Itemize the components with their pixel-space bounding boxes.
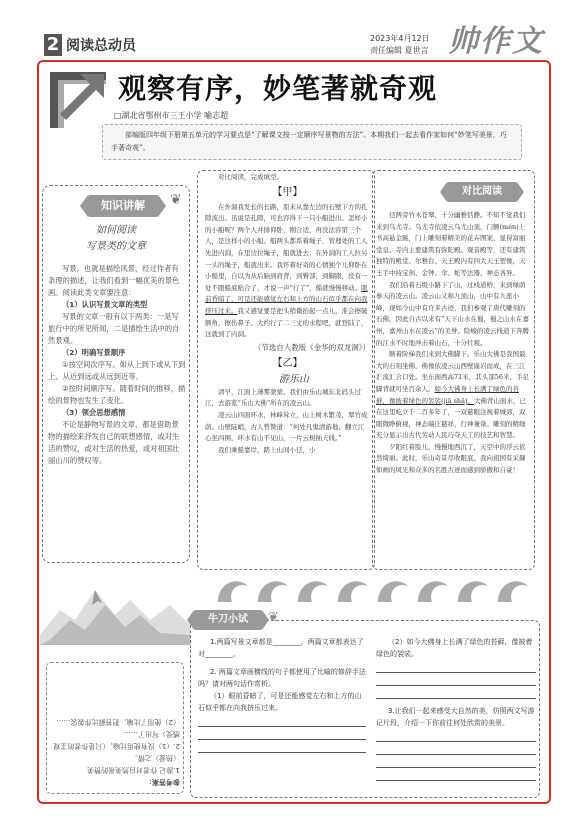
knowledge-paragraph: 写景，也就是描绘风景，经过作者有条理的描述，让我们看到一幅优美的景色画。阅读此类文章要注意： xyxy=(48,264,180,297)
knowledge-text xyxy=(48,263,186,467)
compare-paragraph xyxy=(376,349,530,442)
knowledge-heading-line1: 如何阅读 xyxy=(96,225,136,236)
practice-questions-right xyxy=(376,636,536,782)
question-2a: （1）眼前昏暗了，可是还能感觉左右和上方的山石似乎都在向我挤压过来。 xyxy=(198,692,362,712)
section-title: 阅读总动员 xyxy=(66,38,136,54)
editor-credit: 责任编辑 夏世言 xyxy=(370,46,429,55)
answer-line[interactable] xyxy=(376,661,536,673)
compare-text-span: 顺着阶梯我们来到大佛脚下。乐山大佛是我国最大的石刻坐佛，佛像依凌云山西壁崖岩而成，在三江汇流汇合口处。坐东面西高71米，其头部56米，手足脚背就可坐百余人。 xyxy=(376,350,530,393)
compare-paragraph: 夕阳红着脸儿，慢慢地西沉了，天空中的浮云依然绮丽。此时，乐山奇景尽收眼底。我向祖国有采撷如画的风光和众多的名胜古迹而感到骄傲和自豪！ xyxy=(376,442,526,475)
knowledge-paragraph: ①按空间次序写。如从上到下或从下到上、从近到远或从远到近等。 xyxy=(48,360,186,381)
answer-line[interactable] xyxy=(198,715,366,727)
answer-line[interactable] xyxy=(198,728,366,740)
article-title: 观察有序，妙笔著就奇观 xyxy=(118,72,438,105)
knowledge-subheading: （1）认识写景文章的类型 xyxy=(62,300,148,309)
knowledge-paragraph: ②按时间顺序写。随着时间的推移，描绘的景物也发生了变化。 xyxy=(48,384,186,405)
answer-line-text: （2）使用了比喻，把苔藓比作袈裟…… xyxy=(56,718,180,726)
compare-underlined-sentence: 如今大佛身上长满了绿色的苔藓，像披着绿色的袈裟(jiā shā)。 xyxy=(376,384,519,405)
practice-tag: 牛刀小试 xyxy=(194,610,262,630)
knowledge-subheading: （3）领会思想感情 xyxy=(62,408,126,417)
answer-line-text: 1.游记 作者对自然美景的赞美 xyxy=(87,766,180,774)
article-intro: 部编版四年级下册第五单元的学习要点是“了解课文按一定顺序写景物的方法”。本期我们一起去看作家如何“妙笔写美景，巧手著奇观”。 xyxy=(102,124,522,160)
brand-logo: 帅作文 xyxy=(448,24,544,59)
reading-text-jia-yi xyxy=(205,172,370,456)
compare-paragraph: 径两旁竹木苍翠，十分幽雅恬静。不知不觉我们来到乌尤寺。乌尤寺依凌云乌尤山顶，门额(mén)上书高悬金匾，门上雕刻着精美的花卉图案，显得富丽堂皇。寺内主要建筑有弥陀殿、观音殿等，还有建筑独特的殿堂。尔雅台、天王殿内有四大天王塑像，天王手中持宝剑、金钟、伞、蛇等法器，神态各异。 xyxy=(376,211,526,277)
jia-paragraph xyxy=(205,202,370,341)
answer-line[interactable] xyxy=(376,769,536,781)
answer-line[interactable] xyxy=(376,730,536,742)
compare-paragraph: 我们沿着石级小路下了山，过栈道桥，来到绿荫参天的凌云山。凌云山又称九顶山，山中有九座小峰，现如今山中有许多古迹，我们参观了唐代雕刻的石佛，因此自古以来有“天下山水在蜀，蜀之山水在嘉州，嘉州山水在凌云”的美誉。险峻的凌云栈道下奔腾的江水不时地冲击着山石，十分壮观。 xyxy=(376,280,529,347)
answer-line[interactable] xyxy=(376,674,536,686)
compare-text xyxy=(376,210,530,477)
reading-prompt: 对比阅读，完成填空。 xyxy=(218,173,283,181)
knowledge-tag: 知识讲解 xyxy=(88,195,158,217)
page-header xyxy=(40,24,550,60)
question-3: 3.让我们一起来感受大自然的美，仿照两文写游记片段，介绍一下你前往何处欣赏的美景。 xyxy=(376,707,535,727)
mountain-landscape-icon xyxy=(40,565,190,645)
label-jia: 【甲】 xyxy=(272,186,303,198)
compare-tag: 对比阅读 xyxy=(447,182,517,202)
label-yi: 【乙】 xyxy=(272,357,303,369)
issue-date: 2023年4月12日 xyxy=(370,34,430,43)
answer-line[interactable] xyxy=(198,741,366,753)
question-2: 2. 两篇文章画横线的句子都使用了比喻的修辞手法吗？请对两句话作赏析。 xyxy=(198,668,366,688)
yi-title: 游乐山 xyxy=(279,373,309,385)
page-number: 2 xyxy=(44,34,62,56)
answer-line[interactable] xyxy=(376,756,536,768)
knowledge-subheading: （2）明确写景顺序 xyxy=(62,348,126,357)
answer-key xyxy=(50,716,180,788)
leaf-icon: ❦ xyxy=(268,610,279,625)
answer-heading: 参考答案： xyxy=(145,778,180,786)
yi-paragraph: 清早，江面上薄雾蒙蒙。我们由乐山城东北码头过江，去游览“乐山大佛”所在的凌云山。 xyxy=(205,387,361,408)
question-2b: （2）如今大佛身上长满了绿色的苔藓，像披着绿色的袈裟。 xyxy=(376,638,533,658)
wave-decoration-icon xyxy=(198,572,533,604)
answer-line[interactable] xyxy=(376,743,536,755)
answer-line-text: （热爱）之情。 xyxy=(131,754,180,762)
answer-line[interactable] xyxy=(376,687,536,699)
jia-text-end: 我又感觉要是把头稍微抬起一点儿，准会擦破额角，擦伤鼻子。大约行了二三丈的水程吧，就登陆了，这就到了内洞。 xyxy=(205,306,368,339)
knowledge-heading-line2: 写景类的文章 xyxy=(86,241,146,252)
article-author: □湖北省鄂州市三王小学 喻志超 xyxy=(114,111,229,120)
knowledge-paragraph: 写景的文章一般有以下两类：一是写旅行中的所见所闻，二是描绘生活中的自然景观。 xyxy=(48,312,180,345)
yi-paragraph: 我们乘船靠岸，踏上山间小径，小 xyxy=(218,445,316,454)
jia-text: 在外洞我发长的长路，原来从靠左边的石壁下方的孔隙流出。虽说是孔隙，可也容得下一只小船进出。怎样小的小船呢？两个人并排仰卧，刚合适，再没法容第三个人，是这样小的小船。船两头都系着绳子，管理处的工人先进内洞，在里边拉绳子，船就进去；在外洞的工人拉另一头的绳子，船就出来。我怀着好奇的心情独个儿仰卧在小船里，自以为从后脑到肩背，到臀部，到脚跟，没有一处不跟船底贴合了，才说一声“行了”，船就慢慢移动。 xyxy=(205,202,368,292)
yi-paragraph: 凌云山四面环水，林峰耸立，山上树木繁茂，翠竹成荫。山壁陡峭，古人曾赞道：“何处凡鬼清游地，翻立江心坐四围，环水有山不见山，一片云树插天线。” xyxy=(205,410,368,443)
jia-source: （节选自人教版《金华的双龙洞》） xyxy=(253,342,370,352)
question-1: 1.两篇写景文章都是________，两篇文章都表达了对________。 xyxy=(198,638,364,658)
arrow-decoration-icon xyxy=(50,72,106,128)
answer-line-text: 2.（1）没有使用比喻，（只是作者的主观感受）写出了…… xyxy=(53,730,180,750)
leaf-icon: ❦ xyxy=(170,192,182,208)
practice-questions-left xyxy=(198,636,366,754)
compare-text-span: 大佛背山面水，已在这里屹立千二百多年了，一双慈眼注视着城郊，双眼微睁俯视，神态端庄慈祥，行神兼备。雕刻的精细充分显示出古代劳动人民巧夺天工的技艺和智慧。 xyxy=(376,396,527,440)
knowledge-paragraph: 不论是静物写景的文章，都是借助景物的描绘来抒发自己的联想感情，或对生活的赞叹，或对生活的热爱，或对祖国壮丽山川的赞叹等。 xyxy=(48,420,180,465)
jia-underlined-sentence: 眼前昏暗了，可是还能感觉左右和上方的山石似乎都在向我挤压过来。 xyxy=(205,283,368,315)
knowledge-heading xyxy=(50,223,182,255)
